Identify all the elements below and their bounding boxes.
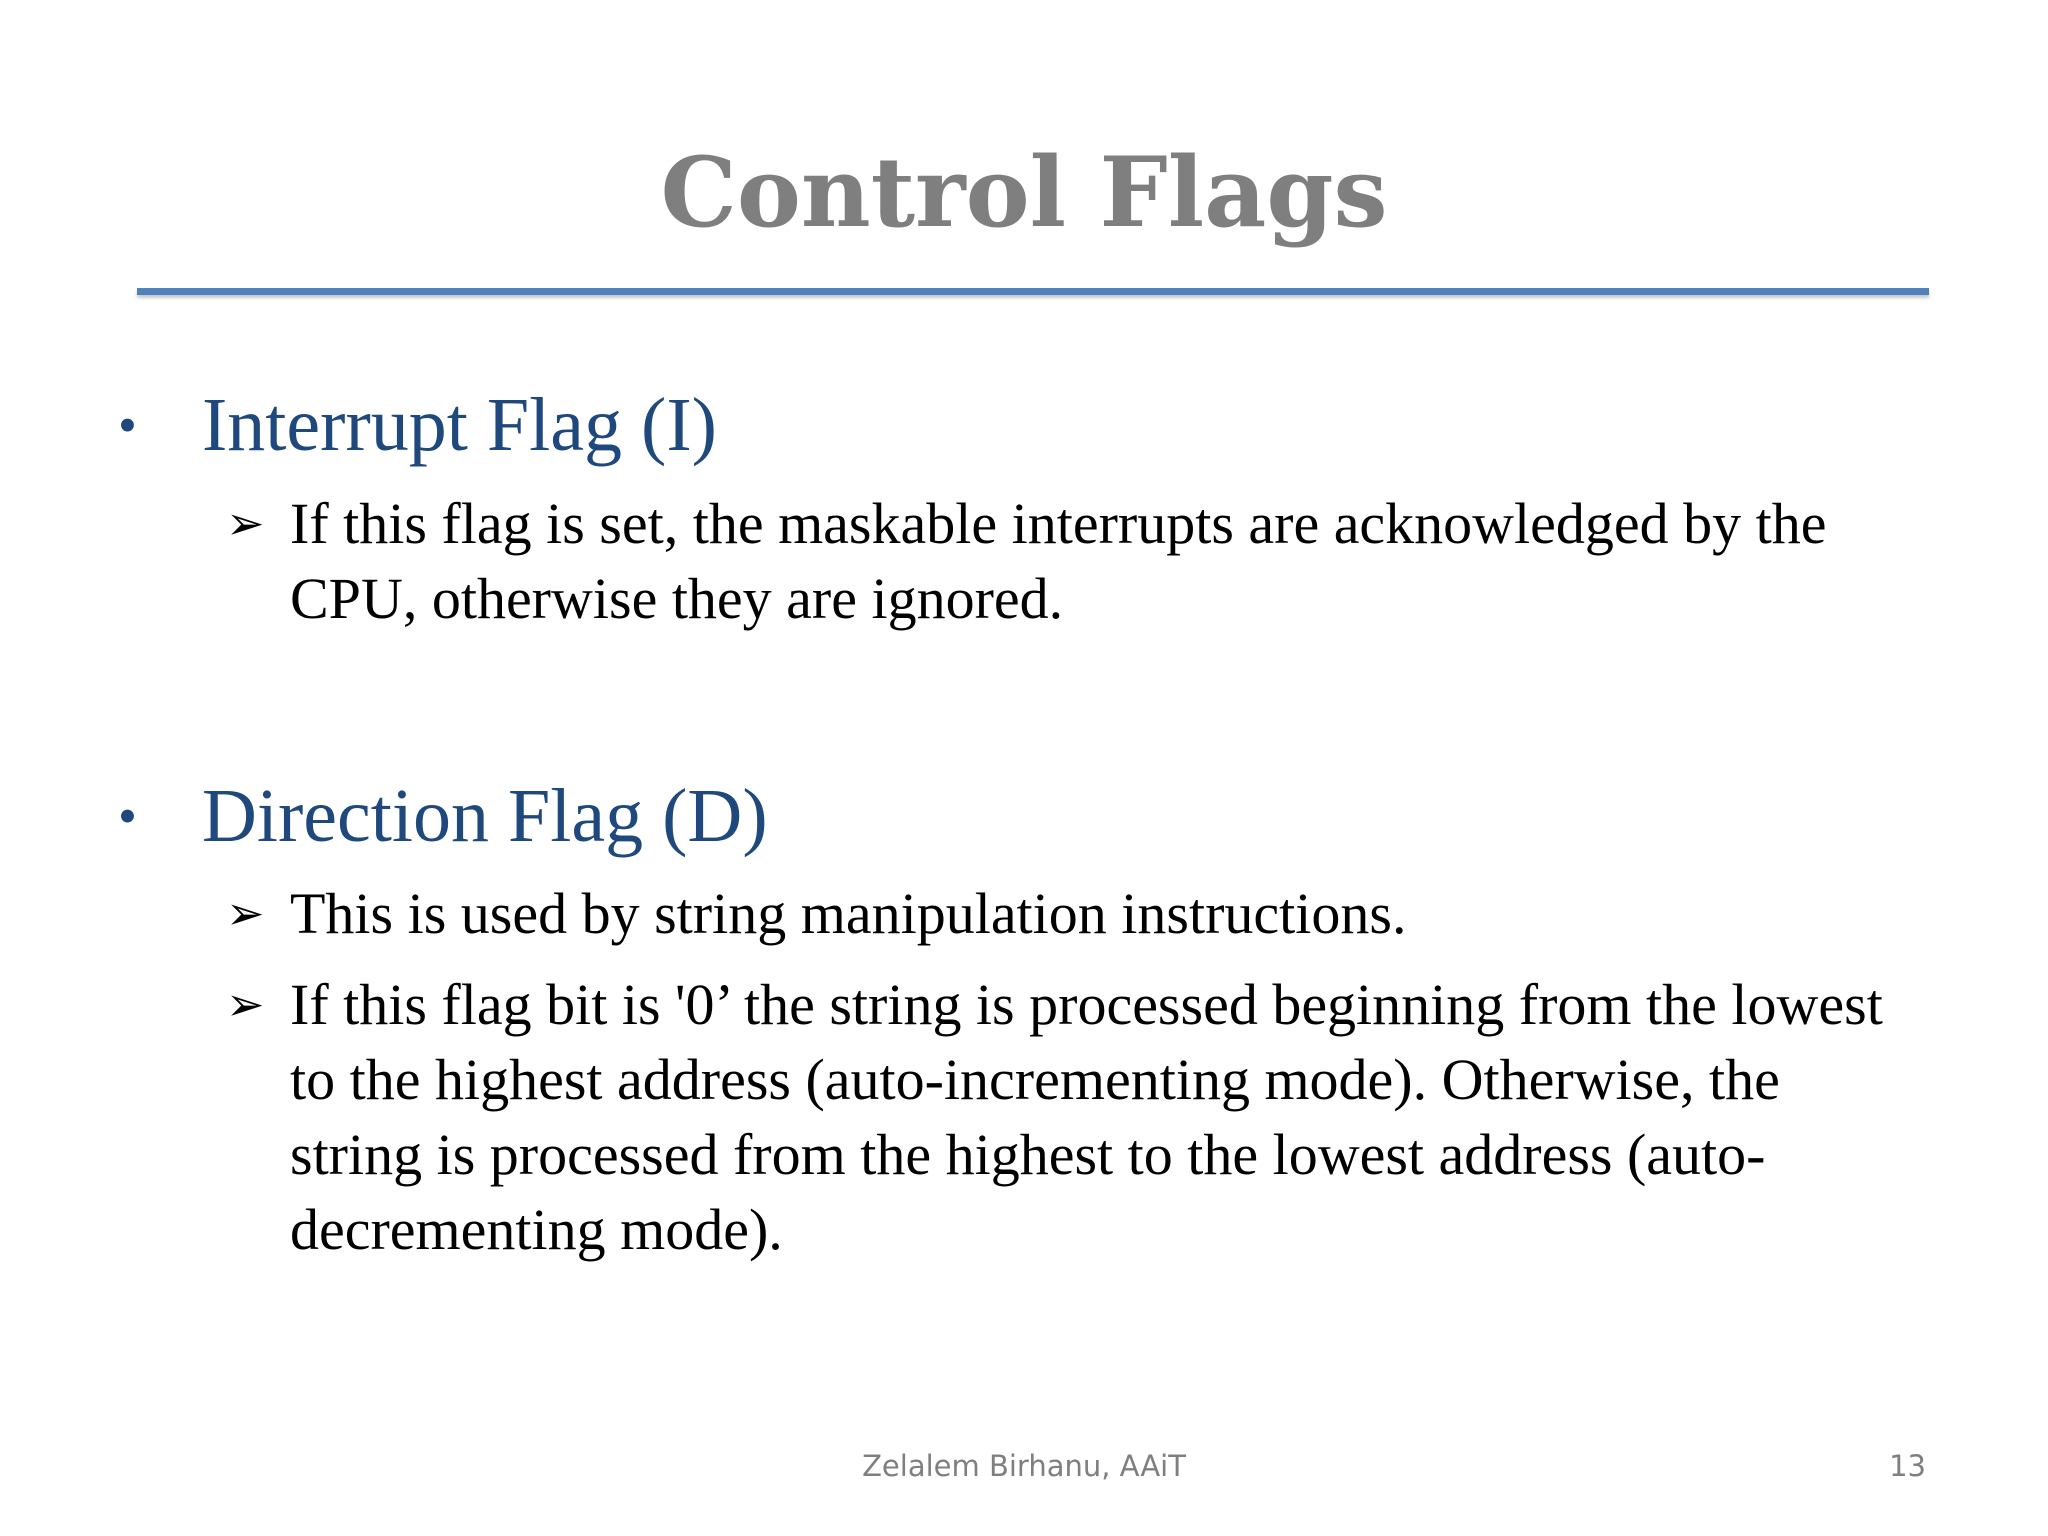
page-number: 13: [1889, 1449, 1926, 1483]
title-divider: [137, 288, 1929, 295]
list-item-text: If this flag is set, the maskable interrupts are acknowledged by the CPU, otherwise they are ignored.: [290, 491, 1827, 631]
list-item: [226, 876, 1926, 951]
arrow-bullet-icon: ➢: [226, 496, 265, 550]
list-item-text: This is used by string manipulation instructions.: [290, 881, 1407, 946]
arrow-bullet-icon: ➢: [226, 886, 265, 940]
list-item: [226, 486, 1926, 636]
list-item-text: If this flag bit is '0’ the string is processed beginning from the lowest to the highest address (auto-incrementing mode). Otherwise, the string is processed from the highest to the lowest address (auto-decrementing mode).: [290, 972, 1883, 1262]
section-direction-flag: [118, 766, 1868, 866]
bullet-icon: •: [118, 786, 137, 846]
slide-title: Control Flags: [660, 136, 1388, 249]
bullet-icon: •: [118, 395, 137, 455]
section-heading: Interrupt Flag (I): [202, 383, 717, 467]
list-item: [226, 967, 1926, 1267]
section-heading: Direction Flag (D): [202, 774, 768, 858]
arrow-bullet-icon: ➢: [226, 977, 265, 1031]
footer-author: Zelalem Birhanu, AAiT: [862, 1449, 1186, 1483]
section-interrupt-flag: [118, 375, 1868, 475]
